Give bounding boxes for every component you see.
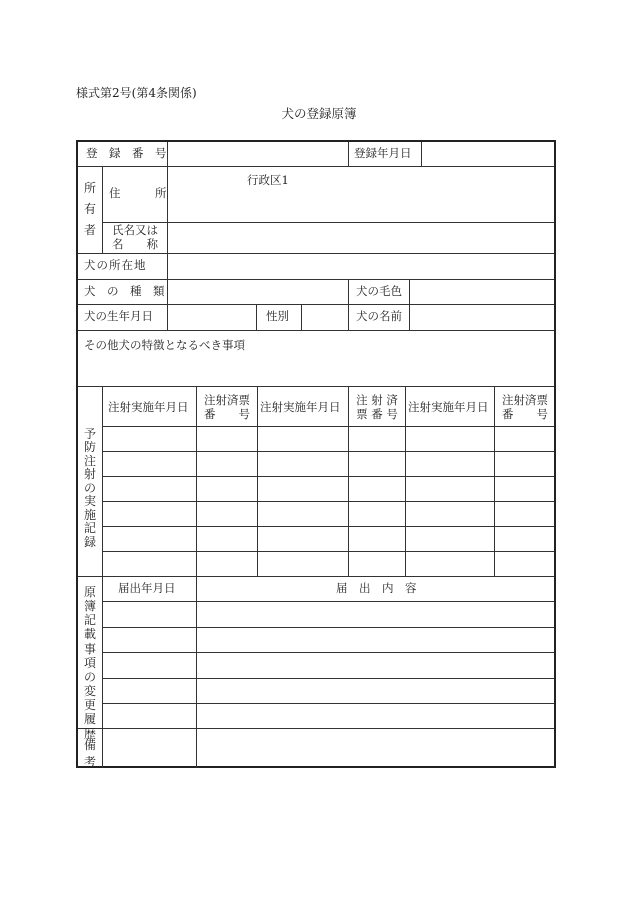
- dog-coat-label: 犬の毛色: [356, 284, 402, 298]
- row-divider: [78, 330, 554, 331]
- row-divider: [102, 501, 554, 502]
- owner-name-label-line2: 名 称: [112, 237, 158, 252]
- remarks-value[interactable]: [197, 729, 554, 767]
- owner-address-value[interactable]: 行政区1: [247, 173, 289, 187]
- row-divider: [102, 426, 554, 427]
- vaccination-col-date-2: 注射実施年月日: [260, 400, 341, 414]
- owner-address-label: 住 所: [109, 186, 167, 200]
- vaccination-col-ticket-3: 注射済票 番 号: [502, 393, 548, 422]
- row-divider: [102, 601, 554, 602]
- col-divider: [348, 279, 349, 330]
- owner-name-value[interactable]: [168, 223, 554, 252]
- dog-name-label: 犬の名前: [356, 309, 402, 323]
- owner-group-label: 所有者: [83, 181, 96, 237]
- row-divider: [102, 703, 554, 704]
- remarks-label: 備考: [83, 738, 96, 769]
- row-divider: [78, 386, 554, 387]
- row-divider: [102, 652, 554, 653]
- registration-number-value[interactable]: [168, 143, 348, 165]
- owner-name-label: [105, 223, 165, 252]
- document-title: 犬の登録原簿: [281, 106, 357, 121]
- registration-date-value[interactable]: [422, 143, 554, 165]
- row-divider: [102, 476, 554, 477]
- history-col-date: 届出年月日: [118, 581, 176, 595]
- vaccination-col-date-1: 注射実施年月日: [108, 400, 189, 414]
- col-divider: [257, 386, 258, 576]
- row-divider: [78, 166, 554, 167]
- dog-location-label: 犬の所在地: [84, 258, 147, 272]
- dog-birth-value[interactable]: [168, 305, 256, 329]
- vaccination-col-ticket-1: 注射済票 番 号: [204, 393, 250, 422]
- col-divider: [348, 142, 349, 166]
- dog-location-value[interactable]: [168, 254, 554, 278]
- dog-breed-label: 犬 の 種 類: [84, 284, 165, 298]
- row-divider: [102, 451, 554, 452]
- registration-date-label: 登録年月日: [354, 146, 412, 160]
- vaccination-group-label: 予防注射の実施記録: [83, 427, 96, 549]
- registration-number-label: 登 録 番 号: [86, 146, 167, 160]
- history-col-content: 届 出 内 容: [336, 581, 417, 595]
- vaccination-col-ticket-2: 注 射 済 票 番 号: [356, 393, 398, 422]
- form-number: 様式第2号(第4条関係): [76, 86, 197, 100]
- dog-sex-label: 性別: [266, 309, 289, 323]
- dog-coat-value[interactable]: [410, 280, 554, 304]
- col-divider: [405, 386, 406, 576]
- dog-sex-value[interactable]: [302, 305, 348, 329]
- row-divider: [102, 678, 554, 679]
- col-divider: [256, 304, 257, 330]
- vaccination-col-date-3: 注射実施年月日: [408, 400, 489, 414]
- col-divider: [102, 386, 103, 768]
- row-divider: [102, 526, 554, 527]
- registry-form: [76, 140, 556, 768]
- dog-name-value[interactable]: [410, 305, 554, 329]
- row-divider: [78, 576, 554, 577]
- dog-breed-value[interactable]: [168, 280, 348, 304]
- row-divider: [102, 551, 554, 552]
- row-divider: [102, 627, 554, 628]
- history-group-label: 原簿記載事項の変更履歴: [83, 585, 96, 741]
- dog-birth-label: 犬の生年月日: [84, 309, 153, 323]
- dog-features-label: その他犬の特徴となるべき事項: [84, 338, 245, 352]
- col-divider: [102, 166, 103, 253]
- owner-name-label-line1: 氏名又は: [112, 223, 158, 237]
